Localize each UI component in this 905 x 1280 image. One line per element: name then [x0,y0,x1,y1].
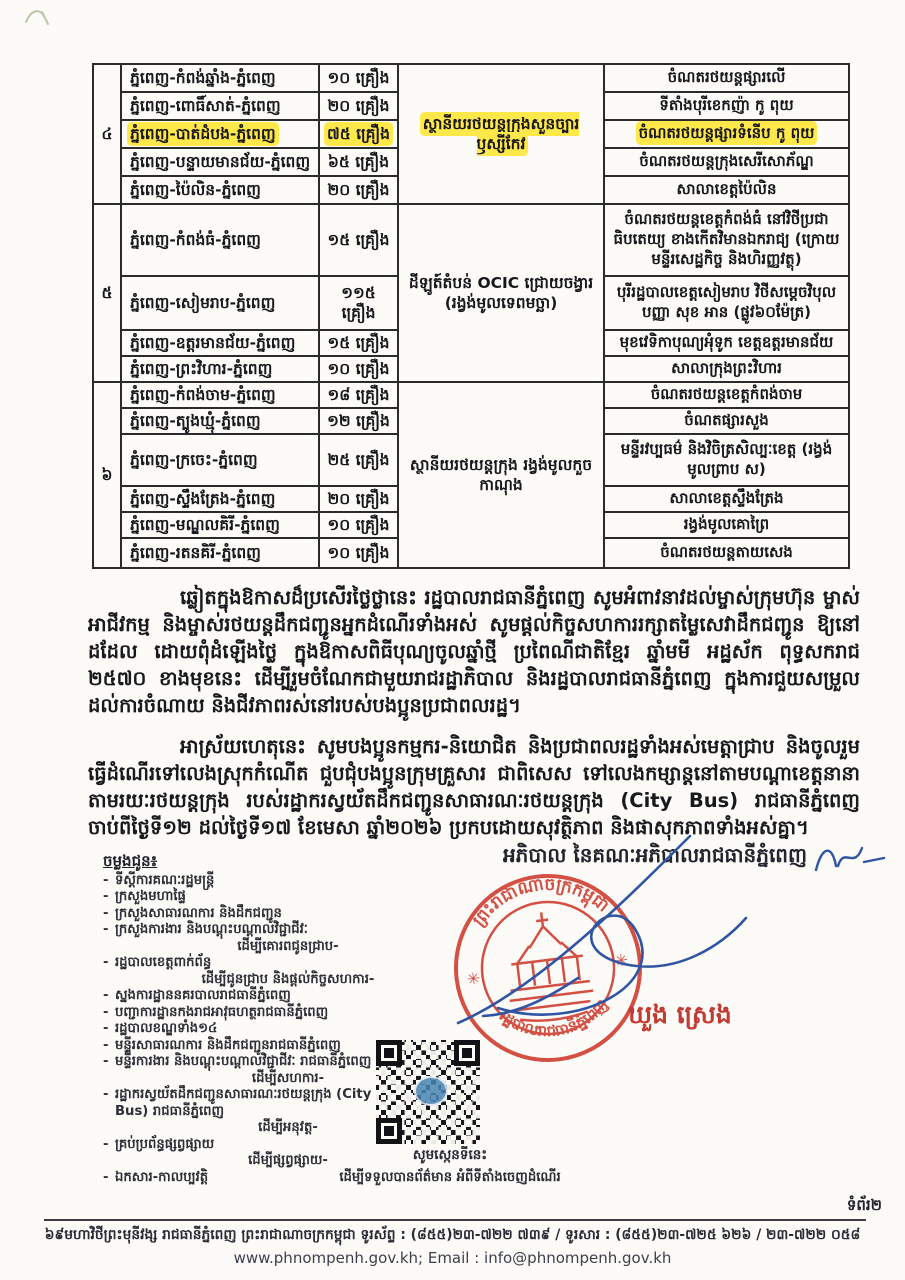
copy-to-item: - មន្ទីរសាធារណការ និងដឹកជញ្ជូនរាជធានីភ្នំពេញ [103,1038,403,1055]
footer-website-email: www.phnompenh.gov.kh; Email : info@phnompenh.gov.kh [233,1249,672,1267]
stop-cell: ចំណតរថយន្តខេត្តកំពង់ធំ នៅវិថីប្រជាធិបតេយ្យ ខាងកើតវិមានឯករាជ្យ (ក្រោយមន្ទីរសេដ្ឋកិច្ច និងហិរញ្ញវត្ថុ) [604,204,849,276]
table-row [93,382,849,408]
quantity-cell: ២០ គ្រឿង [319,486,398,512]
stamp-top-text: ព្រះរាជាណាចក្រកម្ពុជា [469,874,613,931]
copy-to-title: ចម្លងជូន៖ [103,852,158,870]
highlighted-text: ស្ថានីយរថយន្តក្រុងសួនច្បារឫស្សីកែវ [422,114,580,153]
route-cell: ភ្នំពេញ-ប៉ៃលិន-ភ្នំពេញ [121,176,319,204]
route-cell: ភ្នំពេញ-កំពង់ធំ-ភ្នំពេញ [121,204,319,276]
route-cell [121,120,319,148]
highlighted-text: ៧៥ គ្រឿង [327,124,390,143]
stop-cell: ចំណតផ្សារសួង [604,408,849,434]
qr-caption [300,1146,600,1188]
stop-cell: បុរីរដ្ឋបាលខេត្តសៀមរាប វិថីសម្តេចវិបុលបញ្ញា សុខ អាន (ផ្លូវ៦០ម៉ែត្រ) [604,276,849,330]
copy-to-item: - ក្រសួងមហាផ្ទៃ [103,889,403,906]
quantity-cell: ២០ គ្រឿង [319,176,398,204]
copy-to-item: - បញ្ជាការដ្ឋានកងរាជអាវុធហត្ថរាជធានីភ្នំពេញ [103,1005,403,1022]
route-cell: ភ្នំពេញ-ពោធិ៍សាត់-ភ្នំពេញ [121,92,319,120]
copy-to-item: - មន្ទីរការងារ និងបណ្តុះបណ្តាលវិជ្ជាជីវៈ រាជធានីភ្នំពេញ [103,1054,403,1071]
station-cell [398,64,604,204]
route-cell: ភ្នំពេញ-ក្រចេះ-ភ្នំពេញ [121,434,319,486]
stop-cell: ទីតាំងបុរីខេកញ៉ា កូ ពុយ [604,92,849,120]
footer-divider [44,1219,866,1221]
copy-to-item: - រដ្ឋាករស្វយ័តដឹកជញ្ជូនសាធារណៈរថយន្តក្រុង (City Bus) រាជធានីភ្នំពេញ [103,1087,403,1120]
station-cell: ស្ថានីយរថយន្តក្រុង រង្វង់មូលកួចកាណុង [398,382,604,568]
qr-finder-icon [454,1040,480,1066]
table-row [93,64,849,92]
stop-cell [604,120,849,148]
body-text [88,584,860,855]
quantity-cell: ១៨ គ្រឿង [319,382,398,408]
quantity-cell: ១០ គ្រឿង [319,512,398,538]
stop-cell: ចំណតរថយន្តតាយសេង [604,538,849,568]
route-cell: ភ្នំពេញ-កំពង់ឆ្នាំង-ភ្នំពេញ [121,64,319,92]
stamp-star-right: ✳ [613,950,630,971]
qr-code [376,1040,480,1144]
quantity-cell: ១០ គ្រឿង [319,538,398,568]
page-number: ទំព័រ២ [846,1196,882,1214]
highlighted-text: ចំណតរថយន្តផ្សារទំនើប កូ ពុយ [638,124,815,143]
stop-cell: ចំណតរថយន្តផ្សារលើ [604,64,849,92]
qr-caption-line1: សូមស្កេនទីនេះ [412,1147,488,1163]
copy-to-purpose: ដើម្បីគោរពជូនជ្រាប- [237,938,339,954]
copy-to-item: - រដ្ឋបាលខេត្តពាក់ព័ន្ធ [103,955,403,972]
copy-to-item: - ក្រសួងសាធារណការ និងដឹកជញ្ជូន [103,906,403,923]
route-cell: ភ្នំពេញ-មណ្ឌលគិរី-ភ្នំពេញ [121,512,319,538]
signature-title: អភិបាល នៃគណៈអភិបាលរាជធានីភ្នំពេញ [502,843,808,867]
quantity-cell: ២០ គ្រឿង [319,92,398,120]
quantity-cell: ១២ គ្រឿង [319,408,398,434]
pen-scribble-mark [22,4,52,30]
footer-address-phone: ៦៩មហាវិថីព្រះមុនីវង្ស រាជធានីភ្នំពេញ ព្រះរាជាណាចក្រកម្ពុជា ទូរស័ព្ទ : (៨៥៥)២៣-៧២២ ៧៣៩ / ទូរសារ : (៨៥៥)២៣-៧២៥ ៦២៦ / ២៣-៧២២ ០៥៨ [44,1227,861,1243]
stamp-star-left: ✳ [465,968,482,989]
qr-caption-line2: ដើម្បីទទួលបានព័ត៌មាន អំពីទីតាំងចេញដំណើរ [339,1170,561,1185]
copy-to-section [103,853,403,1186]
copy-to-purpose: ដើម្បីសហការ- [251,1070,325,1086]
quantity-cell: ១០ គ្រឿង [319,356,398,382]
table-row [93,204,849,276]
route-cell: ភ្នំពេញ-កំពង់ចាម-ភ្នំពេញ [121,382,319,408]
copy-to-item: - ស្នងការដ្ឋាននគរបាលរាជធានីភ្នំពេញ [103,988,403,1005]
copy-to-purpose: ដើម្បីអនុវត្ត- [258,1120,318,1135]
route-cell: ភ្នំពេញ-ស្ទឹងត្រែង-ភ្នំពេញ [121,486,319,512]
quantity-cell: ១០ គ្រឿង [319,64,398,92]
quantity-cell: ១៥ គ្រឿង [319,204,398,276]
group-number-cell: ៦ [93,382,121,568]
qr-center-logo [414,1076,448,1106]
bus-route-table [92,63,850,569]
route-cell: ភ្នំពេញ-ត្បូងឃ្មុំ-ភ្នំពេញ [121,408,319,434]
signatory-name: ឃួង ស្រេង [628,1000,732,1029]
route-cell: ភ្នំពេញ-បន្ទាយមានជ័យ-ភ្នំពេញ [121,148,319,176]
copy-to-purpose: ដើម្បីជូនជ្រាប និងផ្តល់កិច្ចសហការ- [201,971,375,987]
quantity-cell: ១៥ គ្រឿង [319,330,398,356]
copy-to-purpose: ដើម្បីផ្សព្វផ្សាយ- [248,1153,328,1168]
qr-finder-icon [376,1040,402,1066]
stop-cell: មុខវេទិកាបុណ្យអុំទូក ខេត្តឧត្តរមានជ័យ [604,330,849,356]
stop-cell: ចំណតរថយន្តខេត្តកំពង់ចាម [604,382,849,408]
copy-to-item: - ទីស្តីការគណៈរដ្ឋមន្ត្រី [103,873,403,890]
qr-finder-icon [376,1118,402,1144]
route-cell: ភ្នំពេញ-ព្រះវិហារ-ភ្នំពេញ [121,356,319,382]
group-number-cell: ៥ [93,204,121,382]
station-cell: ដីឡូត៍តំបន់ OCIC ជ្រោយចង្វារ (រង្វង់មូលទេពមច្ឆា) [398,204,604,382]
quantity-cell [319,120,398,148]
copy-to-item: - ក្រសួងការងារ និងបណ្តុះបណ្តាលវិជ្ជាជីវៈ [103,922,403,939]
copy-to-item: - គ្រប់ប្រព័ន្ធផ្សព្វផ្សាយ [103,1137,403,1154]
route-cell: ភ្នំពេញ-ឧត្តរមានជ័យ-ភ្នំពេញ [121,330,319,356]
stop-cell: រង្វង់មូលគោព្រៃ [604,512,849,538]
paragraph-conclusion: អាស្រ័យហេតុនេះ សូមបងប្អូនកម្មករ-និយោជិត និងប្រជាពលរដ្ឋទាំងអស់មេត្តាជ្រាប និងចូលរួមធ្វើដំណើរទៅលេងស្រុកកំណើត ជួបជុំបងប្អូនក្រុមគ្រួសារ ជាពិសេស ទៅលេងកម្សាន្តនៅតាមបណ្តាខេត្តនានា តាមរយៈរថយន្តក្រុង របស់រដ្ឋាករស្វយ័តដឹកជញ្ជូនសាធារណៈរថយន្តក្រុង (City Bus) រាជធានីភ្នំពេញ ចាប់ពីថ្ងៃទី១២ ដល់ថ្ងៃទី១៧ ខែមេសា ឆ្នាំ២០២៦ ប្រកបដោយសុវត្ថិភាព និងផាសុកភាពទាំងអស់គ្នា។ [88,735,860,839]
quantity-cell: ១១៥ គ្រឿង [319,276,398,330]
route-cell: ភ្នំពេញ-រតនគិរី-ភ្នំពេញ [121,538,319,568]
route-cell: ភ្នំពេញ-សៀមរាប-ភ្នំពេញ [121,276,319,330]
group-number-cell: ៤ [93,64,121,204]
quantity-cell: ២៥ គ្រឿង [319,434,398,486]
stop-cell: សាលាខេត្តស្ទឹងត្រែង [604,486,849,512]
handwritten-initials [810,836,890,878]
copy-to-item: - រដ្ឋបាលខណ្ឌទាំង១៤ [103,1021,403,1038]
stop-cell: សាលាខេត្តប៉ៃលិន [604,176,849,204]
copy-to-item: - ឯកសារ-កាលប្បវត្តិ [103,1170,403,1187]
highlighted-text: ភ្នំពេញ-បាត់ដំបង-ភ្នំពេញ [130,124,276,143]
stop-cell: មន្ទីរវប្បធម៌ និងវិចិត្រសិល្បៈខេត្ត (រង្វង់មូលព្រាប ស) [604,434,849,486]
quantity-cell: ៦៥ គ្រឿង [319,148,398,176]
paragraph-appeal: ឆ្លៀតក្នុងឱកាសដ៏ប្រសើរថ្លៃថ្លានេះ រដ្ឋបាលរាជធានីភ្នំពេញ សូមអំពាវនាវដល់ម្ចាស់ក្រុមហ៊ុន ម្ចាស់អាជីវកម្ម និងម្ចាស់រថយន្តដឹកជញ្ជូនអ្នកដំណើរទាំងអស់ សូមផ្តល់កិច្ចសហការរក្សាតម្លៃសេវាដឹកជញ្ជូន ឱ្យនៅដដែល ដោយពុំដំឡើងថ្លៃ ក្នុងឱកាសពិធីបុណ្យចូលឆ្នាំថ្មី ប្រពៃណីជាតិខ្មែរ ឆ្នាំមមី អដ្ឋស័ក ពុទ្ធសករាជ ២៥៧០ ខាងមុខនេះ ដើម្បីរួមចំណែកជាមួយរាជរដ្ឋាភិបាល និងរដ្ឋបាលរាជធានីភ្នំពេញ ក្នុងការជួយសម្រួលដល់ការចំណាយ និងជីវភាពរស់នៅរបស់បងប្អូនប្រជាពលរដ្ឋ។ [88,586,860,717]
stop-cell: ចំណតរថយន្តក្រុងសេរីសោភ័ណ្ឌ [604,148,849,176]
stamp-bottom-text: រដ្ឋបាលរាជធានីភ្នំពេញ [496,995,612,1041]
stop-cell: សាលាក្រុងព្រះវិហារ [604,356,849,382]
